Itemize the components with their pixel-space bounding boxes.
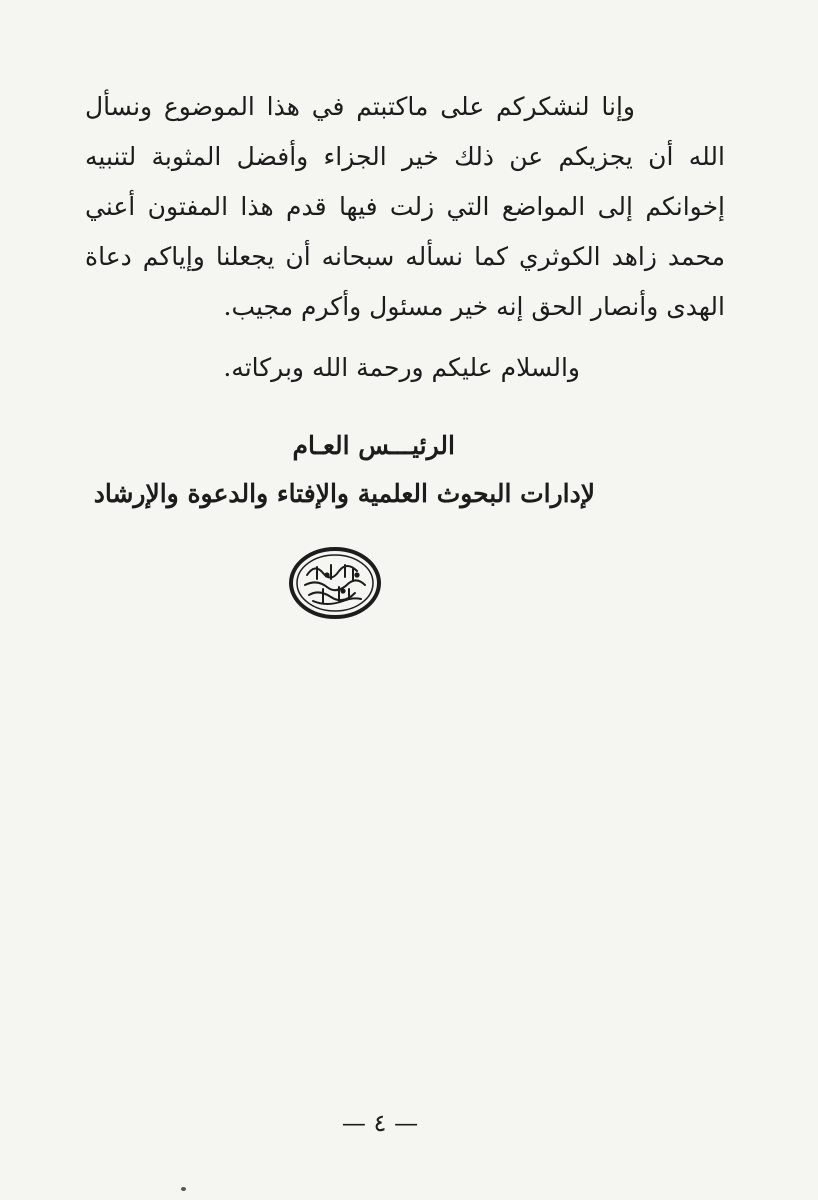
signature-title: الرئيـــس العـام — [292, 431, 455, 460]
scan-speck — [181, 1187, 186, 1191]
letter-paragraph: وإنا لنشكركم على ماكتبتم في هذا الموضوع ونسأل الله أن يجزيكم عن ذلك خير الجزاء وأفضل المثوبة لتنبيه إخوانكم إلى المواضع التي زلت فيها قدم هذا المفتون أعني محمد زاهد الكوثري كما نسأله سبحانه أن يجعلنا وإياكم دعاة الهدى وأنصار الحق إنه خير مسئول وأكرم مجيب. — [85, 92, 725, 321]
seal-outer-ring — [291, 549, 379, 617]
seal-stamp-icon — [287, 545, 383, 621]
signature-department: لإدارات البحوث العلمية والإفتاء والدعوة والإرشاد — [93, 479, 595, 508]
closing-salutation: والسلام عليكم ورحمة الله وبركاته. — [223, 353, 580, 382]
seal-calligraphy — [305, 565, 365, 604]
page-number: — ٤ — — [341, 1109, 419, 1137]
letter-body — [85, 82, 725, 332]
